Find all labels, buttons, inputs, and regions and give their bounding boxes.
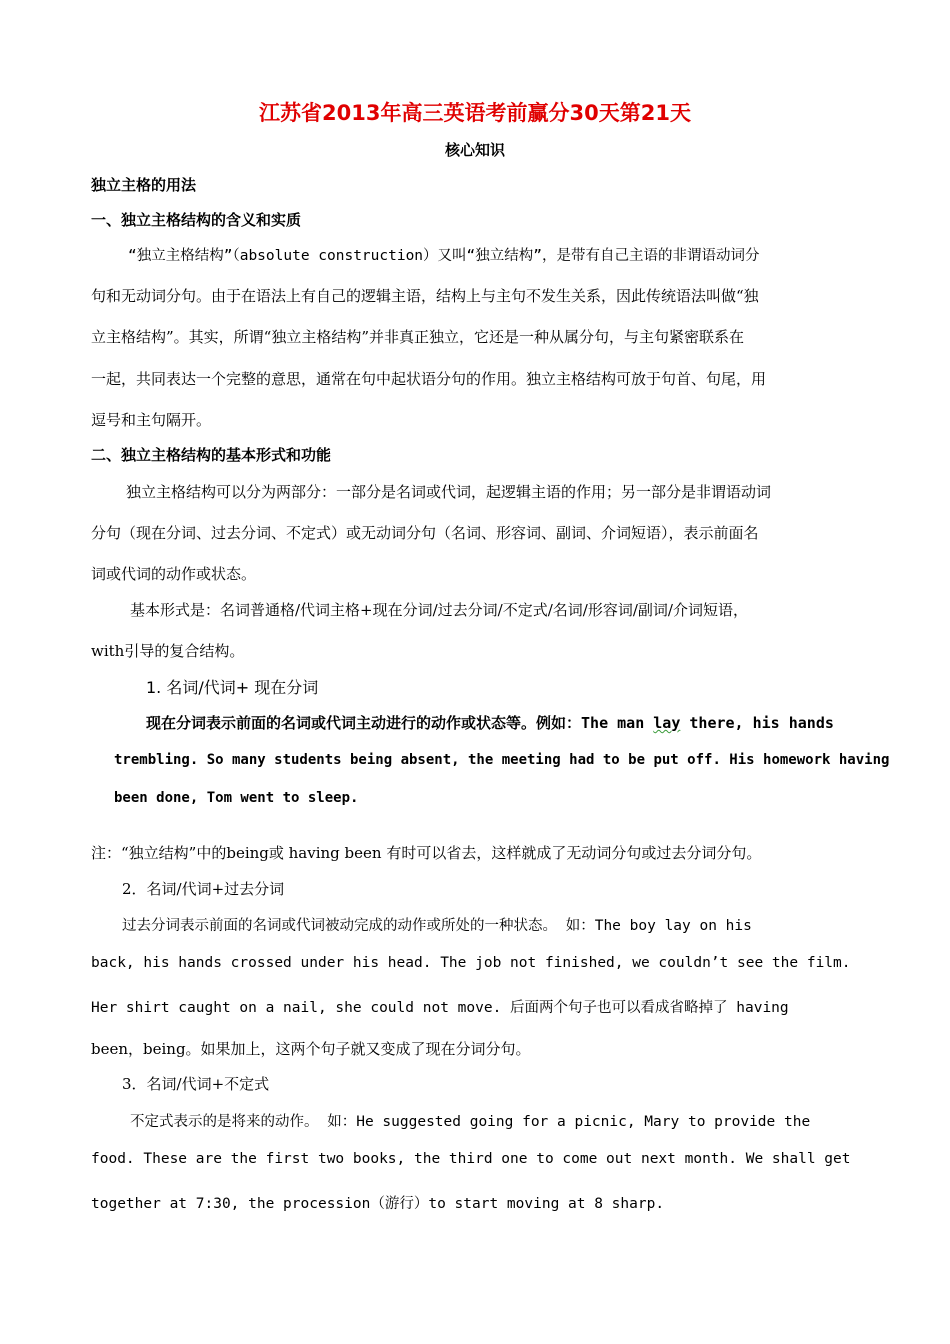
item1-line1-en-a: The man	[581, 714, 654, 732]
item3-heading: 3．名词/代词+不定式	[122, 1075, 270, 1093]
item2-line: Her shirt caught on a nail, she could not move. 后面两个句子也可以看成省略掉了 having	[91, 1000, 789, 1016]
topic-heading: 独立主格的用法	[91, 176, 197, 194]
forms-line: with引导的复合结构。	[91, 642, 245, 660]
item3-line: 不定式表示的是将来的动作。 如：He suggested going for a picnic, Mary to provide the	[130, 1114, 811, 1130]
note-text: 注：“独立结构”中的being或 having been 有时可以省去，这样就成了无动词分句或过去分词分句。	[91, 844, 762, 862]
page-title: 江苏省2013年高三英语考前赢分30天第21天	[259, 101, 691, 125]
item1-heading: 1. 名词/代词+ 现在分词	[146, 678, 319, 697]
section2-line: 独立主格结构可以分为两部分：一部分是名词或代词，起逻辑主语的作用；另一部分是非谓语动词	[126, 483, 772, 501]
item1-line-3: been done, Tom went to sleep.	[114, 790, 359, 806]
page-subtitle: 核心知识	[444, 141, 505, 159]
section2-line: 词或代词的动作或状态。	[91, 565, 257, 583]
forms-line: 基本形式是：名词普通格/代词主格+现在分词/过去分词/不定式/名词/形容词/副词/介词短语，	[130, 601, 748, 619]
item1-line1-cn: 现在分词表示前面的名词或代词主动进行的动作或状态等。例如：	[146, 714, 582, 732]
item2-line: back, his hands crossed under his head. The job not finished, we couldn’t see the film.	[91, 955, 851, 971]
section1-line: 句和无动词分句。由于在语法上有自己的逻辑主语，结构上与主句不发生关系，因此传统语法叫做“独	[91, 287, 759, 305]
item3-line: together at 7:30, the procession（游行）to start moving at 8 sharp.	[91, 1196, 665, 1212]
item2-line: 过去分词表示前面的名词或代词被动完成的动作或所处的一种状态。 如：The boy lay on his	[122, 918, 752, 934]
section1-heading: 一、独立主格结构的含义和实质	[91, 211, 302, 229]
item1-line1-en-b: there, his hands	[680, 714, 834, 732]
section1-line: 逗号和主句隔开。	[91, 411, 212, 429]
item1-line1-lay: lay	[653, 714, 681, 732]
item1-line-1	[146, 712, 834, 733]
item3-line: food. These are the first two books, the third one to come out next month. We shall get	[91, 1151, 851, 1167]
item1-line-2: trembling. So many students being absent, the meeting had to be put off. His homework having	[114, 752, 890, 768]
section1-line: 一起，共同表达一个完整的意思，通常在句中起状语分句的作用。独立主格结构可放于句首、句尾，用	[91, 370, 767, 388]
section2-line: 分句（现在分词、过去分词、不定式）或无动词分句（名词、形容词、副词、介词短语），表示前面名	[91, 524, 759, 542]
section1-line: 立主格结构”。其实，所谓“独立主格结构”并非真正独立，它还是一种从属分句，与主句紧密联系在	[91, 328, 745, 346]
item2-heading: 2．名词/代词+过去分词	[122, 880, 285, 898]
item2-line: been，being。如果加上，这两个句子就又变成了现在分词分句。	[91, 1040, 531, 1058]
section2-heading: 二、独立主格结构的基本形式和功能	[91, 446, 332, 464]
section1-line: “独立主格结构”（absolute construction）又叫“独立结构”，是带有自己主语的非谓语动词分	[128, 248, 760, 264]
